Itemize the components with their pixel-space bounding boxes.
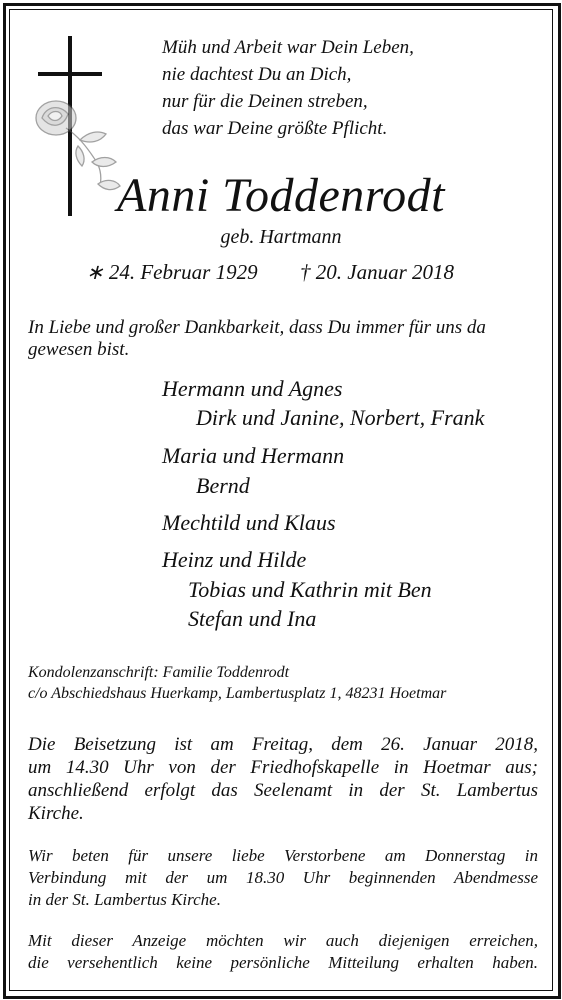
poem-line: nie dachtest Du an Dich, — [162, 64, 352, 85]
funeral-line: anschließend erfolgt das Seelenamt in der St. Lambertus — [28, 780, 538, 801]
notice-line: Mit dieser Anzeige möchten wir auch diejenigen erreichen, — [28, 931, 538, 950]
death-date: † 20. Januar 2018 — [300, 260, 454, 284]
family-children: Tobias und Kathrin mit Ben — [188, 577, 432, 602]
poem — [162, 34, 414, 142]
family-children: Stefan und Ina — [188, 606, 317, 631]
condolence-line: Kondolenzanschrift: Familie Toddenrodt — [28, 664, 290, 681]
prayer-line: in der St. Lambertus Kirche. — [28, 890, 221, 909]
family-entry: Mechtild und Klaus — [162, 510, 336, 535]
family-children: Bernd — [196, 473, 250, 498]
poem-line: nur für die Deinen streben, — [162, 91, 368, 112]
birth-date: ∗ 24. Februar 1929 — [86, 260, 258, 284]
family-entry: Heinz und Hilde — [162, 547, 307, 572]
prayer-line: Verbindung mit der um 18.30 Uhr beginnenden Abendmesse — [28, 868, 538, 887]
condolence-address — [28, 662, 446, 704]
intro-line: gewesen bist. — [28, 339, 130, 360]
deceased-name: Anni Toddenrodt — [117, 169, 445, 222]
notice-line: die versehentlich keine persönliche Mitteilung erhalten haben. — [28, 953, 538, 972]
family-children: Dirk und Janine, Norbert, Frank — [196, 405, 485, 430]
poem-line: das war Deine größte Pflicht. — [162, 118, 388, 139]
prayer-paragraph — [28, 845, 538, 911]
birth-name: geb. Hartmann — [220, 226, 342, 248]
funeral-line: Kirche. — [28, 803, 84, 824]
funeral-line: Die Beisetzung ist am Freitag, dem 26. Januar 2018, — [28, 734, 538, 755]
condolence-line: c/o Abschiedshaus Huerkamp, Lambertusplatz 1, 48231 Hoetmar — [28, 685, 447, 702]
family-entry: Maria und Hermann — [162, 443, 345, 468]
notice-paragraph — [28, 930, 538, 974]
family-entry: Hermann und Agnes — [162, 376, 343, 401]
intro-line: In Liebe und großer Dankbarkeit, dass Du immer für uns da — [28, 317, 486, 338]
funeral-paragraph — [28, 733, 538, 825]
prayer-line: Wir beten für unsere liebe Verstorbene am Donnerstag in — [28, 846, 538, 865]
funeral-line: um 14.30 Uhr von der Friedhofskapelle in Hoetmar aus; — [28, 757, 538, 778]
intro-text — [28, 317, 486, 361]
poem-line: Müh und Arbeit war Dein Leben, — [162, 37, 414, 58]
